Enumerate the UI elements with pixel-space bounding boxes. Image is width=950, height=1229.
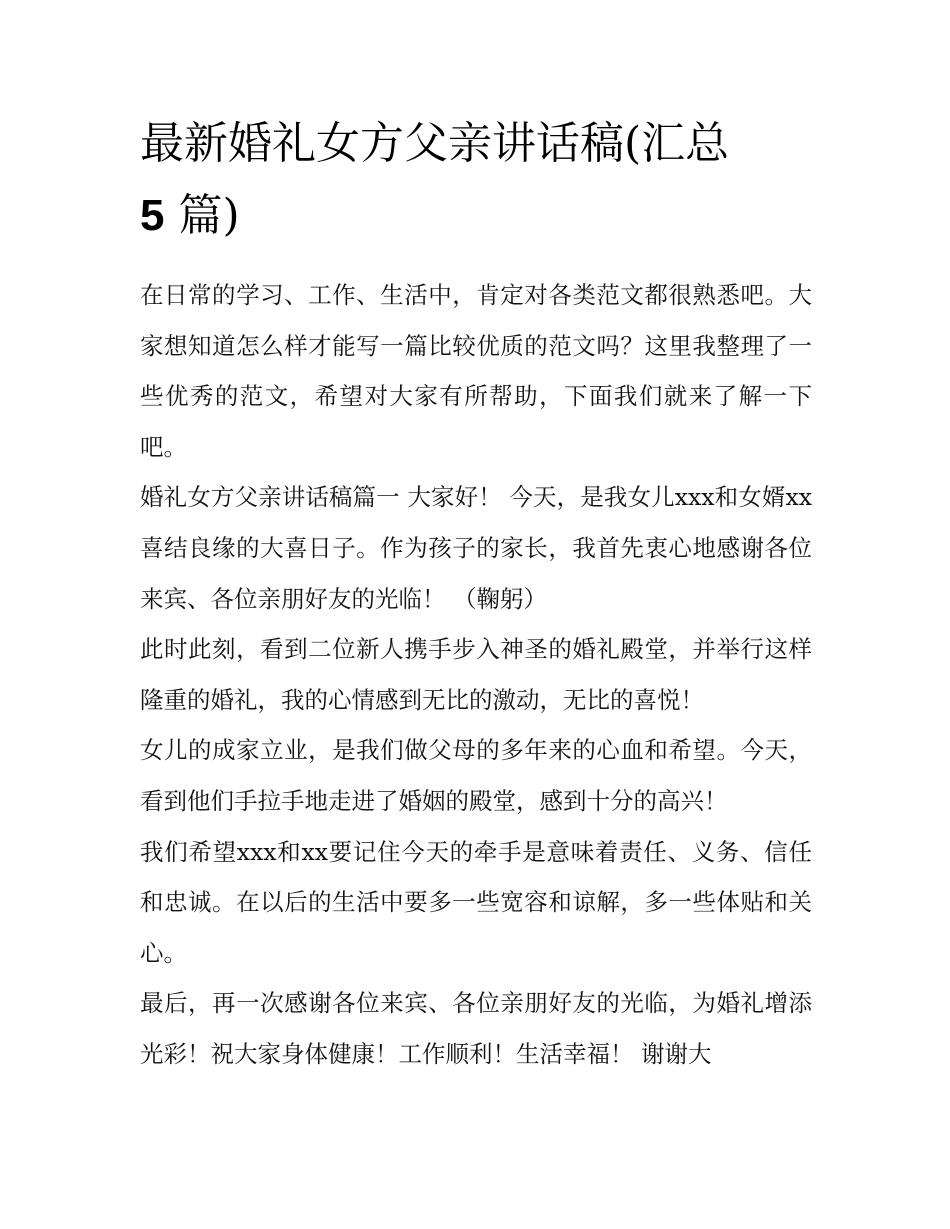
document-body (140, 270, 812, 1080)
paragraph-daughter: 女儿的成家立业，是我们做父母的多年来的心血和希望。今天，看到他们手拉手地走进了婚姻的殿堂，感到十分的高兴！ (140, 736, 812, 815)
paragraph-moment: 此时此刻，看到二位新人携手步入神圣的婚礼殿堂，并举行这样隆重的婚礼，我的心情感到无比的激动，无比的喜悦！ (140, 635, 812, 714)
paragraph-greeting: 婚礼女方父亲讲话稿篇一 大家好！ 今天，是我女儿xxx和女婿xx喜结良缘的大喜日子。作为孩子的家长，我首先衷心地感谢各位来宾、各位亲朋好友的光临！ （鞠躬） (140, 483, 812, 613)
paragraph-hope: 我们希望xxx和xx要记住今天的牵手是意味着责任、义务、信任和忠诚。在以后的生活中要多一些宽容和谅解，多一些体贴和关心。 (140, 837, 812, 967)
paragraph-closing: 最后，再一次感谢各位来宾、各位亲朋好友的光临，为婚礼增添光彩！祝大家身体健康！工作顺利！生活幸福！ 谢谢大 (140, 989, 812, 1068)
title-text-end: 篇) (178, 190, 240, 241)
document-title (140, 108, 812, 252)
title-number: 5 (140, 191, 165, 240)
paragraph-intro: 在日常的学习、工作、生活中，肯定对各类范文都很熟悉吧。大家想知道怎么样才能写一篇比较优质的范文吗？这里我整理了一些优秀的范文，希望对大家有所帮助，下面我们就来了解一下吧。 (140, 281, 812, 461)
title-text-main: 最新婚礼女方父亲讲话稿(汇总 (140, 118, 730, 169)
